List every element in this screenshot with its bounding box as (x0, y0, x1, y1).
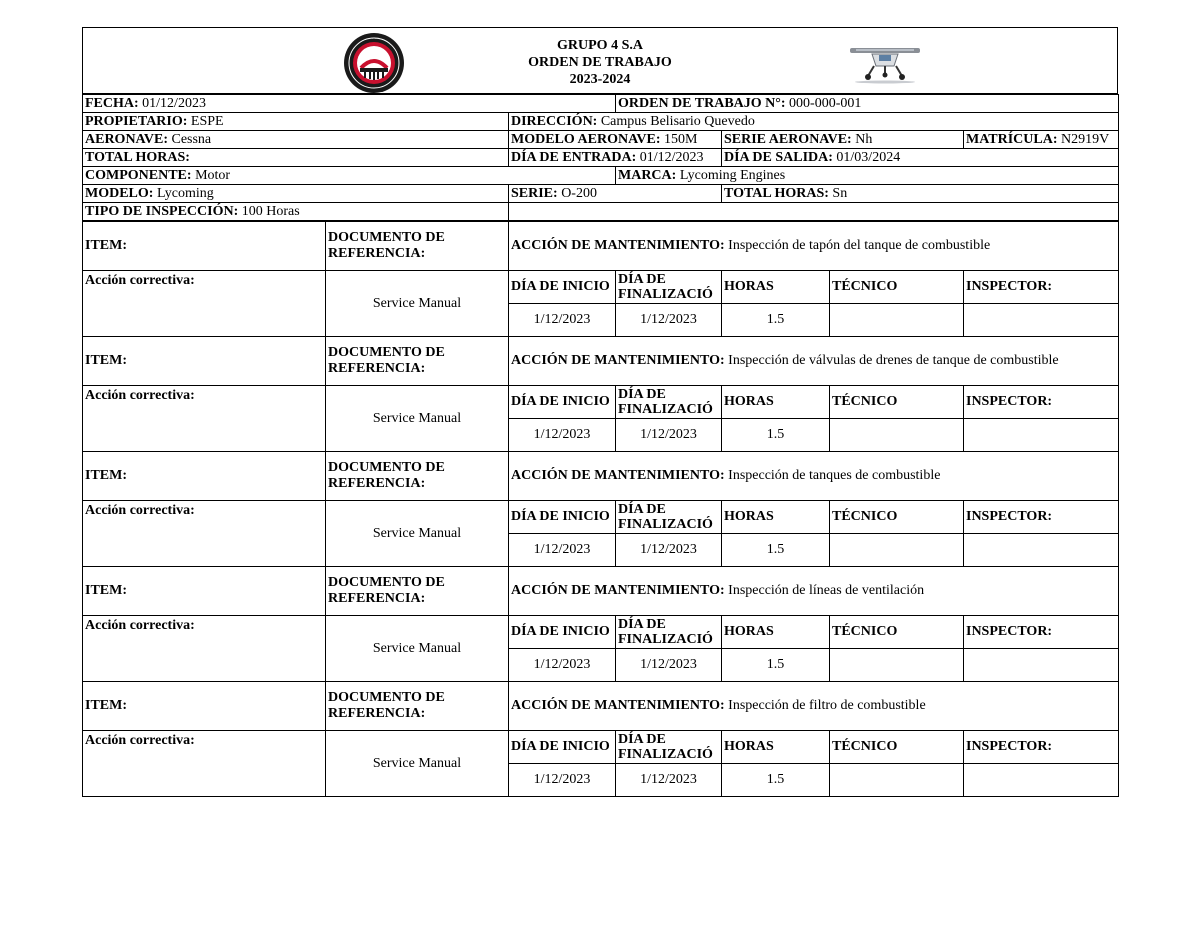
item-header-row (83, 337, 1119, 386)
item-header-row (83, 222, 1119, 271)
dia-fin-header: DÍA DE FINALIZACIÓ (616, 501, 722, 534)
header-titles (83, 37, 1117, 88)
horas-value: 1.5 (722, 419, 830, 452)
componente-cell: COMPONENTE: Motor (83, 167, 616, 185)
tecnico-value (830, 649, 964, 682)
dia-fin-value: 1/12/2023 (616, 304, 722, 337)
doc-ref-label: DOCUMENTO DE REFERENCIA: (326, 682, 509, 731)
item-header-row (83, 682, 1119, 731)
matricula-value: N2919V (1061, 131, 1110, 147)
dia-inicio-value: 1/12/2023 (509, 419, 616, 452)
period: 2023-2024 (569, 72, 631, 87)
documento-value: Service Manual (326, 386, 509, 452)
dia-fin-header: DÍA DE FINALIZACIÓ (616, 616, 722, 649)
horas-value: 1.5 (722, 649, 830, 682)
tecnico-value (830, 419, 964, 452)
orden-value: 000-000-001 (789, 95, 862, 111)
work-order-sheet (82, 27, 1118, 797)
dia-fin-header: DÍA DE FINALIZACIÓ (616, 271, 722, 304)
serie-value: O-200 (561, 185, 597, 201)
dia-inicio-header: DÍA DE INICIO (509, 271, 616, 304)
fecha-value: 01/12/2023 (142, 95, 206, 111)
aeronave-value: Cessna (171, 131, 212, 147)
tecnico-value (830, 304, 964, 337)
doc-ref-label: DOCUMENTO DE REFERENCIA: (326, 337, 509, 386)
inspector-value (964, 419, 1119, 452)
marca-value: Lycoming Engines (679, 167, 786, 183)
accion-cell: ACCIÓN DE MANTENIMIENTO: Inspección de válvulas de drenes de tanque de combustible (509, 337, 1119, 386)
horas-value: 1.5 (722, 764, 830, 797)
documento-value: Service Manual (326, 271, 509, 337)
direccion-value: Campus Belisario Quevedo (600, 113, 755, 129)
dia-entrada-value: 01/12/2023 (639, 149, 704, 165)
item-label: ITEM: (83, 452, 326, 501)
horas-header: HORAS (722, 731, 830, 764)
inspector-value (964, 534, 1119, 567)
tecnico-header: TÉCNICO (830, 271, 964, 304)
propietario-value: ESPE (190, 113, 224, 129)
tipo-inspeccion-cell: TIPO DE INSPECCIÓN: 100 Horas (83, 203, 509, 221)
tecnico-header: TÉCNICO (830, 731, 964, 764)
accion-correctiva-cell: Acción correctiva: (83, 386, 326, 452)
matricula-cell: MATRÍCULA: N2919V (964, 131, 1119, 149)
company-name: GRUPO 4 S.A (557, 38, 643, 53)
accion-correctiva-cell: Acción correctiva: (83, 731, 326, 797)
cessna-aircraft-image (846, 40, 924, 84)
item-columns-row (83, 386, 1119, 419)
accion-value: Inspección de filtro de combustible (728, 698, 926, 713)
accion-cell: ACCIÓN DE MANTENIMIENTO: Inspección de filtro de combustible (509, 682, 1119, 731)
doc-ref-label: DOCUMENTO DE REFERENCIA: (326, 452, 509, 501)
dia-inicio-value: 1/12/2023 (509, 304, 616, 337)
inspector-header: INSPECTOR: (964, 386, 1119, 419)
dia-fin-value: 1/12/2023 (616, 419, 722, 452)
direccion-cell: DIRECCIÓN: Campus Belisario Quevedo (509, 113, 1119, 131)
inspector-value (964, 764, 1119, 797)
accion-value: Inspección de tapón del tanque de combustible (728, 238, 991, 253)
aircraft-info-table (82, 94, 1119, 221)
dia-inicio-header: DÍA DE INICIO (509, 616, 616, 649)
orden-cell: ORDEN DE TRABAJO N°: 000-000-001 (616, 95, 1119, 113)
aeronave-cell: AERONAVE: Cessna (83, 131, 509, 149)
documento-value: Service Manual (326, 616, 509, 682)
dia-fin-header: DÍA DE FINALIZACIÓ (616, 731, 722, 764)
accion-value: Inspección de líneas de ventilación (728, 583, 925, 598)
horas-header: HORAS (722, 271, 830, 304)
item-header-row (83, 452, 1119, 501)
horas-header: HORAS (722, 386, 830, 419)
horas-value: 1.5 (722, 304, 830, 337)
serie-aeronave-value: Nh (855, 131, 873, 147)
doc-ref-label: DOCUMENTO DE REFERENCIA: (326, 222, 509, 271)
tecnico-value (830, 534, 964, 567)
fecha-cell: FECHA: 01/12/2023 (83, 95, 616, 113)
serie-aeronave-cell: SERIE AERONAVE: Nh (722, 131, 964, 149)
inspector-header: INSPECTOR: (964, 501, 1119, 534)
dia-entrada-cell: DÍA DE ENTRADA: 01/12/2023 (509, 149, 722, 167)
accion-correctiva-cell: Acción correctiva: (83, 501, 326, 567)
horas-header: HORAS (722, 501, 830, 534)
document-header (82, 27, 1118, 94)
serie-cell: SERIE: O-200 (509, 185, 722, 203)
modelo-aeronave-cell: MODELO AERONAVE: 150M (509, 131, 722, 149)
horas-value: 1.5 (722, 534, 830, 567)
marca-cell: MARCA: Lycoming Engines (616, 167, 1119, 185)
document-title: ORDEN DE TRABAJO (528, 55, 672, 70)
tecnico-header: TÉCNICO (830, 386, 964, 419)
item-header-row (83, 567, 1119, 616)
componente-value: Motor (195, 167, 231, 183)
accion-cell: ACCIÓN DE MANTENIMIENTO: Inspección de tanques de combustible (509, 452, 1119, 501)
inspector-header: INSPECTOR: (964, 271, 1119, 304)
item-columns-row (83, 616, 1119, 649)
tipo-inspeccion-value: 100 Horas (241, 203, 300, 219)
item-label: ITEM: (83, 567, 326, 616)
item-columns-row (83, 731, 1119, 764)
modelo-aeronave-value: 150M (663, 131, 698, 147)
accion-value: Inspección de válvulas de drenes de tanque de combustible (728, 353, 1059, 368)
dia-salida-value: 01/03/2024 (836, 149, 901, 165)
inspector-value (964, 649, 1119, 682)
dia-inicio-header: DÍA DE INICIO (509, 731, 616, 764)
item-columns-row (83, 271, 1119, 304)
horas-header: HORAS (722, 616, 830, 649)
accion-cell: ACCIÓN DE MANTENIMIENTO: Inspección de tapón del tanque de combustible (509, 222, 1119, 271)
dia-salida-cell: DÍA DE SALIDA: 01/03/2024 (722, 149, 1119, 167)
dia-fin-value: 1/12/2023 (616, 764, 722, 797)
inspector-header: INSPECTOR: (964, 731, 1119, 764)
tecnico-header: TÉCNICO (830, 501, 964, 534)
item-label: ITEM: (83, 682, 326, 731)
maintenance-items-table (82, 221, 1119, 797)
empty-cell (509, 203, 1119, 221)
dia-fin-header: DÍA DE FINALIZACIÓ (616, 386, 722, 419)
total-horas-motor-cell: TOTAL HORAS: Sn (722, 185, 1119, 203)
total-horas-motor-value: Sn (832, 185, 848, 201)
accion-correctiva-cell: Acción correctiva: (83, 616, 326, 682)
dia-inicio-header: DÍA DE INICIO (509, 501, 616, 534)
modelo-cell: MODELO: Lycoming (83, 185, 509, 203)
item-label: ITEM: (83, 222, 326, 271)
item-columns-row (83, 501, 1119, 534)
item-label: ITEM: (83, 337, 326, 386)
total-horas-cell: TOTAL HORAS: (83, 149, 509, 167)
tecnico-header: TÉCNICO (830, 616, 964, 649)
modelo-value: Lycoming (156, 185, 214, 201)
propietario-cell: PROPIETARIO: ESPE (83, 113, 509, 131)
dia-inicio-value: 1/12/2023 (509, 534, 616, 567)
accion-correctiva-cell: Acción correctiva: (83, 271, 326, 337)
dia-fin-value: 1/12/2023 (616, 534, 722, 567)
doc-ref-label: DOCUMENTO DE REFERENCIA: (326, 567, 509, 616)
documento-value: Service Manual (326, 501, 509, 567)
inspector-header: INSPECTOR: (964, 616, 1119, 649)
dia-inicio-value: 1/12/2023 (509, 764, 616, 797)
accion-cell: ACCIÓN DE MANTENIMIENTO: Inspección de líneas de ventilación (509, 567, 1119, 616)
tecnico-value (830, 764, 964, 797)
documento-value: Service Manual (326, 731, 509, 797)
inspector-value (964, 304, 1119, 337)
svg-text:· · · ·: · · · · (368, 36, 380, 42)
dia-inicio-value: 1/12/2023 (509, 649, 616, 682)
dia-inicio-header: DÍA DE INICIO (509, 386, 616, 419)
accion-value: Inspección de tanques de combustible (728, 468, 941, 483)
dia-fin-value: 1/12/2023 (616, 649, 722, 682)
